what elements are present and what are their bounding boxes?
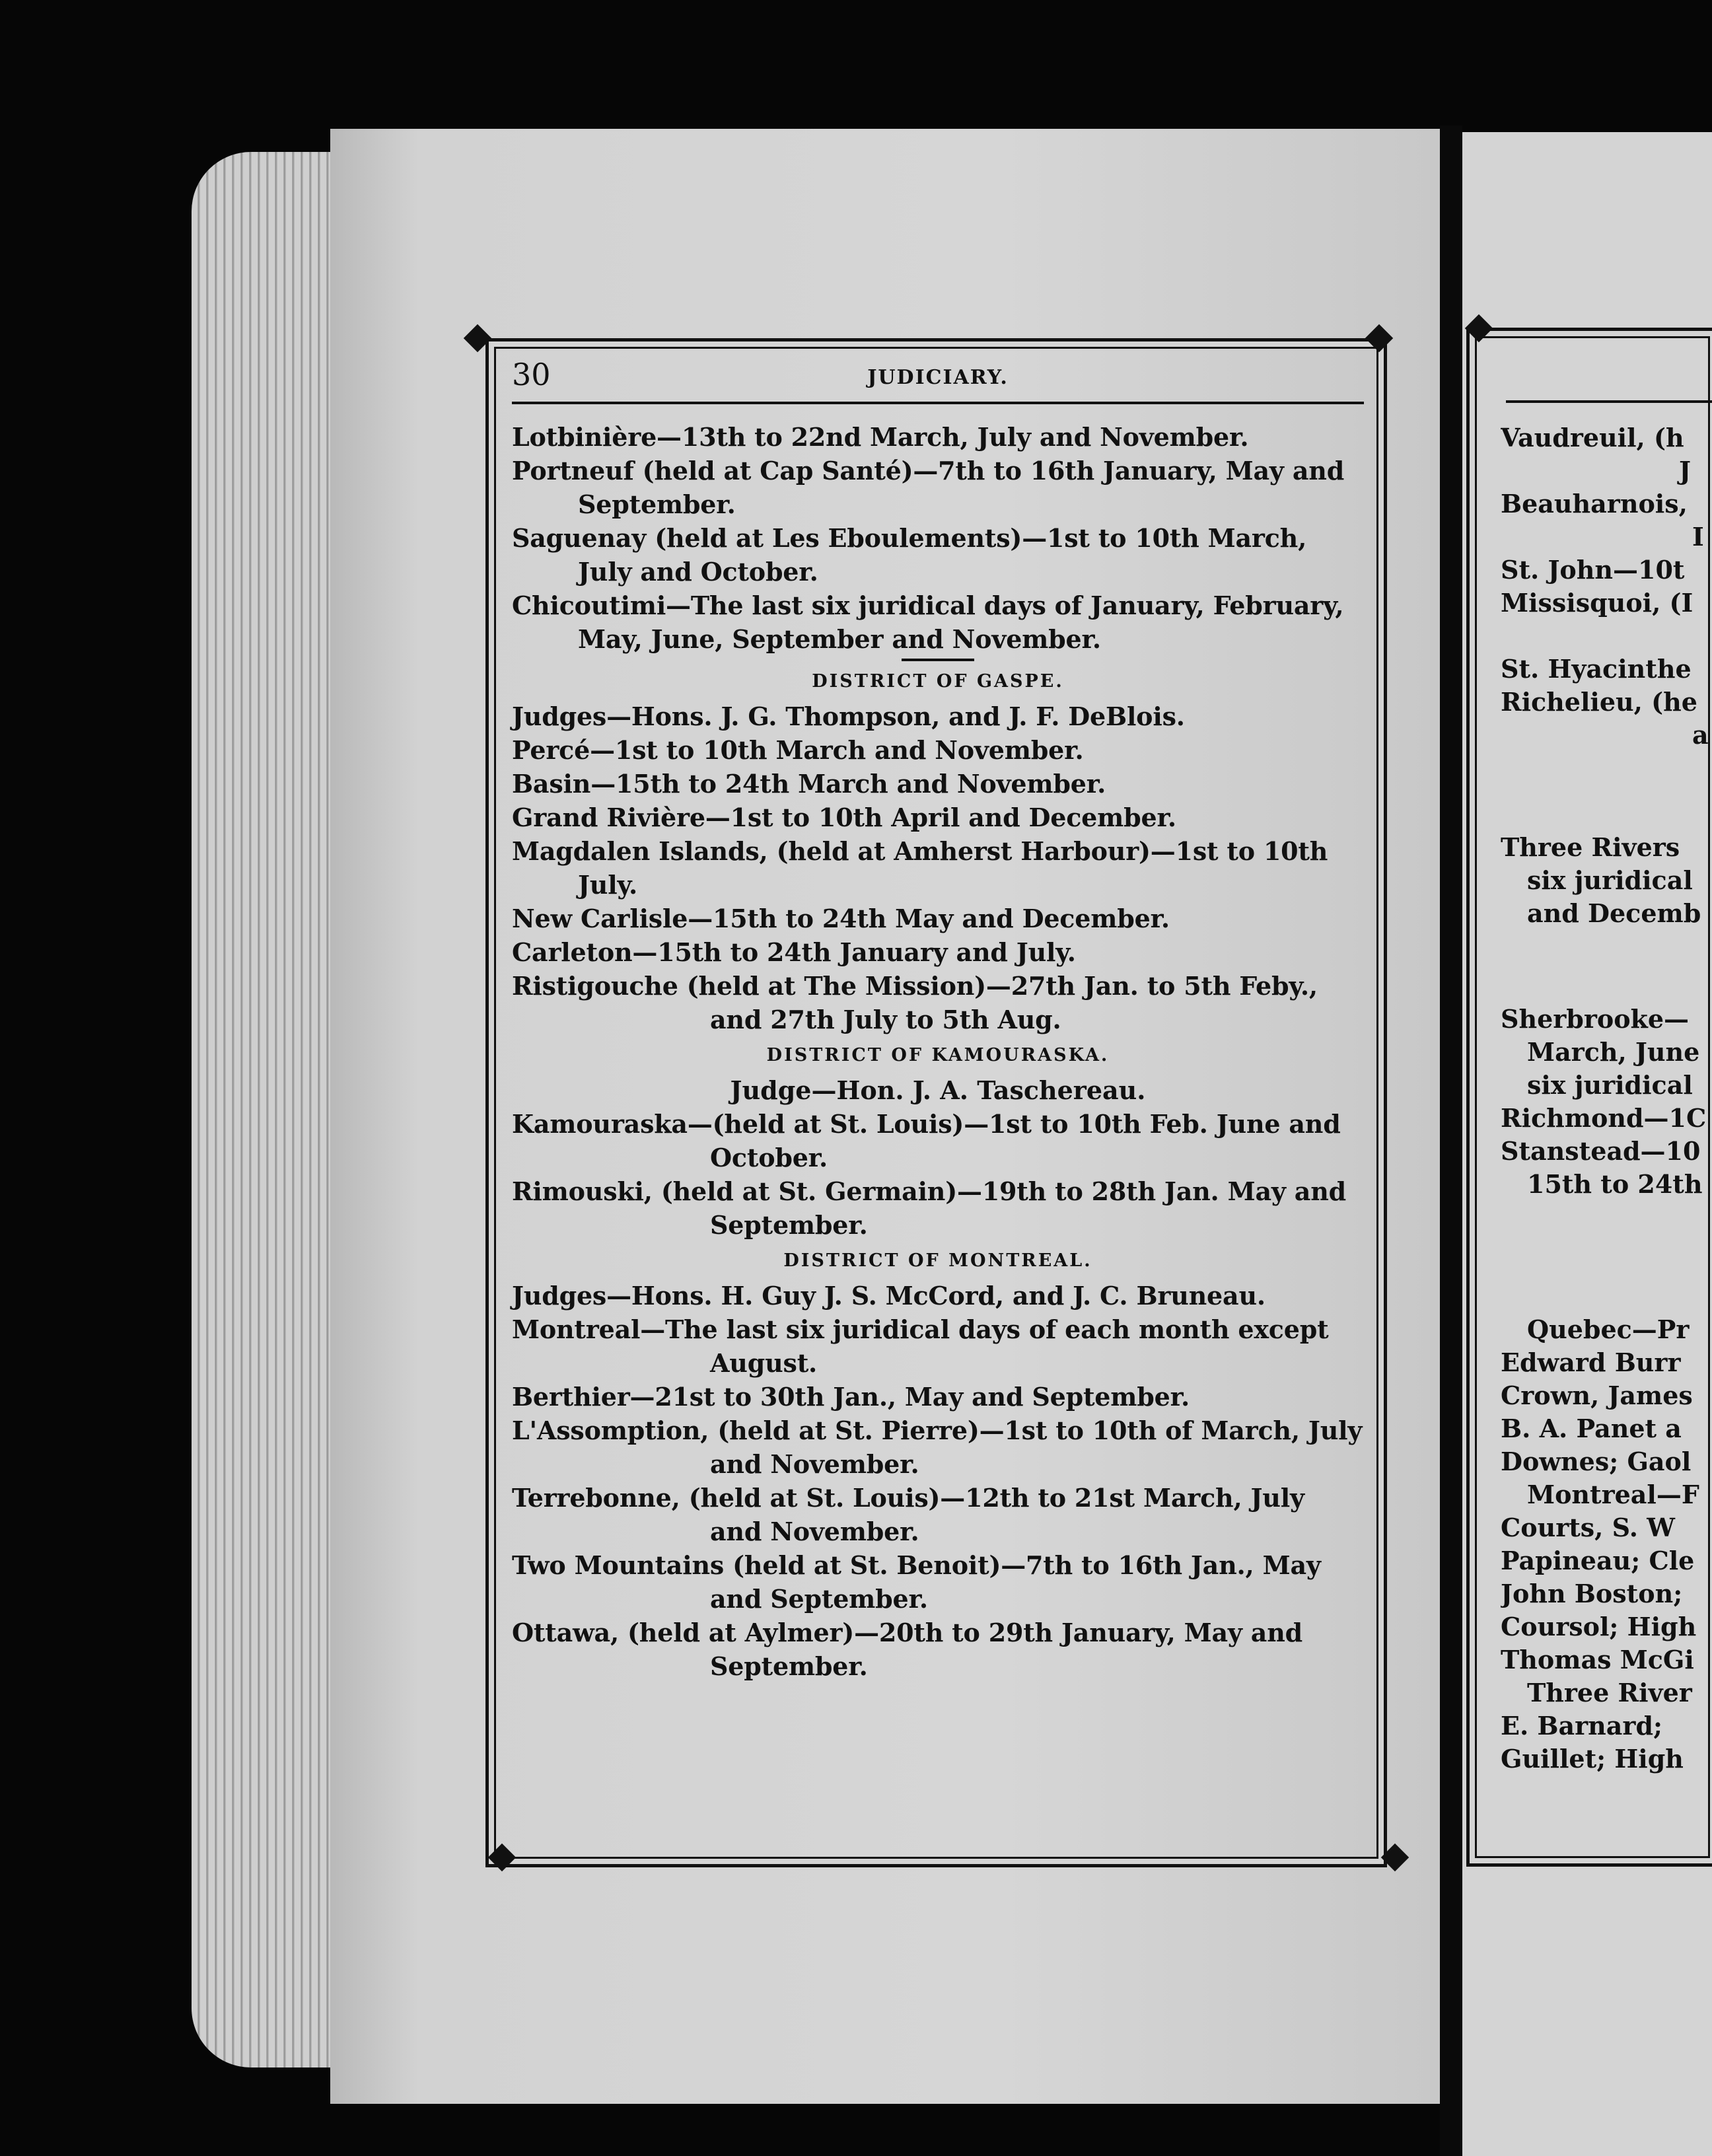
right-line: B. A. Panet a [1501, 1414, 1682, 1443]
section-divider [902, 659, 974, 661]
entry-perce: Percé—1st to 10th March and November. [512, 735, 1084, 765]
district-kamouraska [512, 1039, 1364, 1242]
entry-rimouski: Rimouski, (held at St. Germain)—19th to 28th Jan. May and September. [512, 1176, 1347, 1240]
right-line: Richelieu, (he [1501, 687, 1697, 717]
entry-ristigouche: Ristigouche (held at The Mission)—27th Jan. to 5th Feby., and 27th July to 5th Aug. [512, 971, 1318, 1034]
entry-saguenay: Saguenay (held at Les Eboulements)—1st to 10th March, July and October. [512, 523, 1307, 587]
entry-magdalen-islands: Magdalen Islands, (held at Amherst Harbour)—1st to 10th July. [512, 836, 1328, 900]
right-line: Stanstead—10 [1501, 1136, 1701, 1166]
right-line: Sherbrooke— [1501, 1004, 1690, 1034]
entry-chicoutimi: Chicoutimi—The last six juridical days of January, February, May, June, September and November. [512, 591, 1344, 654]
entry-portneuf: Portneuf (held at Cap Santé)—7th to 16th January, May and September. [512, 456, 1345, 519]
right-line: Vaudreuil, (h [1501, 423, 1684, 452]
right-line: St. Hyacinthe [1501, 654, 1692, 684]
entry-terrebonne: Terrebonne, (held at St. Louis)—12th to 21st March, July and November. [512, 1483, 1304, 1546]
district-gaspe [512, 665, 1364, 1036]
right-line: Quebec—Pr [1527, 1314, 1690, 1344]
right-line: six juridical [1527, 1070, 1693, 1100]
entry-grand-riviere: Grand Rivière—1st to 10th April and December. [512, 803, 1176, 832]
right-line: Montreal—F [1527, 1480, 1699, 1509]
right-line: Coursol; High [1501, 1612, 1697, 1641]
entry-kamouraska: Kamouraska—(held at St. Louis)—1st to 10th Feb. June and October. [512, 1109, 1341, 1172]
district-heading-montreal: DISTRICT OF MONTREAL. [783, 1250, 1092, 1271]
entry-new-carlisle: New Carlisle—15th to 24th May and December. [512, 904, 1170, 933]
entry-berthier: Berthier—21st to 30th Jan., May and September. [512, 1382, 1190, 1412]
gaspe-judges: Judges—Hons. J. G. Thompson, and J. F. DeBlois. [512, 701, 1185, 731]
right-line: Edward Burr [1501, 1348, 1681, 1377]
page-title: JUDICIARY. [867, 366, 1009, 389]
right-line: and Decemb [1527, 898, 1701, 928]
right-line: J [1679, 456, 1691, 485]
right-line: Three River [1527, 1678, 1692, 1707]
right-line: Thomas McGi [1501, 1645, 1694, 1674]
kamouraska-judge: Judge—Hon. J. A. Taschereau. [730, 1075, 1146, 1105]
right-line: Beauharnois, [1501, 489, 1688, 519]
right-line: Three Rivers [1501, 832, 1680, 862]
page-header [512, 357, 1364, 396]
book-gutter [1440, 126, 1462, 2156]
judiciary-page-text [512, 357, 1364, 1683]
entry-carleton: Carleton—15th to 24th January and July. [512, 937, 1076, 967]
right-line: I [1692, 522, 1704, 552]
right-page-text [1501, 423, 1712, 1810]
district-heading-gaspe: DISTRICT OF GASPE. [812, 671, 1064, 692]
right-line: Courts, S. W [1501, 1513, 1675, 1542]
right-line: Missisquoi, (I [1501, 588, 1694, 618]
entry-ottawa: Ottawa, (held at Aylmer)—20th to 29th January, May and September. [512, 1618, 1303, 1681]
right-line: Crown, James [1501, 1381, 1693, 1410]
right-line: 15th to 24th [1527, 1169, 1703, 1199]
right-line: Papineau; Cle [1501, 1546, 1695, 1575]
book-page-edges [192, 152, 343, 2067]
montreal-judges: Judges—Hons. H. Guy J. S. McCord, and J. C. Bruneau. [512, 1281, 1266, 1311]
entry-two-mountains: Two Mountains (held at St. Benoit)—7th to 16th Jan., May and September. [512, 1550, 1321, 1614]
district-montreal [512, 1244, 1364, 1683]
right-line: Guillet; High [1501, 1744, 1684, 1774]
district-heading-kamouraska: DISTRICT OF KAMOURASKA. [766, 1045, 1110, 1065]
right-line: Richmond—1C [1501, 1103, 1707, 1133]
right-page-header-rule [1506, 400, 1712, 403]
header-rule [512, 402, 1364, 404]
right-line: March, June [1527, 1037, 1700, 1067]
right-line: a [1692, 720, 1709, 750]
right-line: John Boston; [1501, 1579, 1683, 1608]
right-line: E. Barnard; [1501, 1711, 1663, 1741]
entry-lassomption: L'Assomption, (held at St. Pierre)—1st to 10th of March, July and November. [512, 1416, 1363, 1479]
entry-montreal: Montreal—The last six juridical days of each month except August. [512, 1314, 1329, 1378]
quebec-district-entries [512, 420, 1364, 656]
right-line: six juridical [1527, 865, 1693, 895]
entry-basin: Basin—15th to 24th March and November. [512, 769, 1106, 799]
right-line: St. John—10t [1501, 555, 1685, 585]
right-line: Downes; Gaol [1501, 1447, 1692, 1476]
page-number: 30 [512, 357, 551, 392]
entry-lotbiniere: Lotbinière—13th to 22nd March, July and November. [512, 422, 1249, 452]
